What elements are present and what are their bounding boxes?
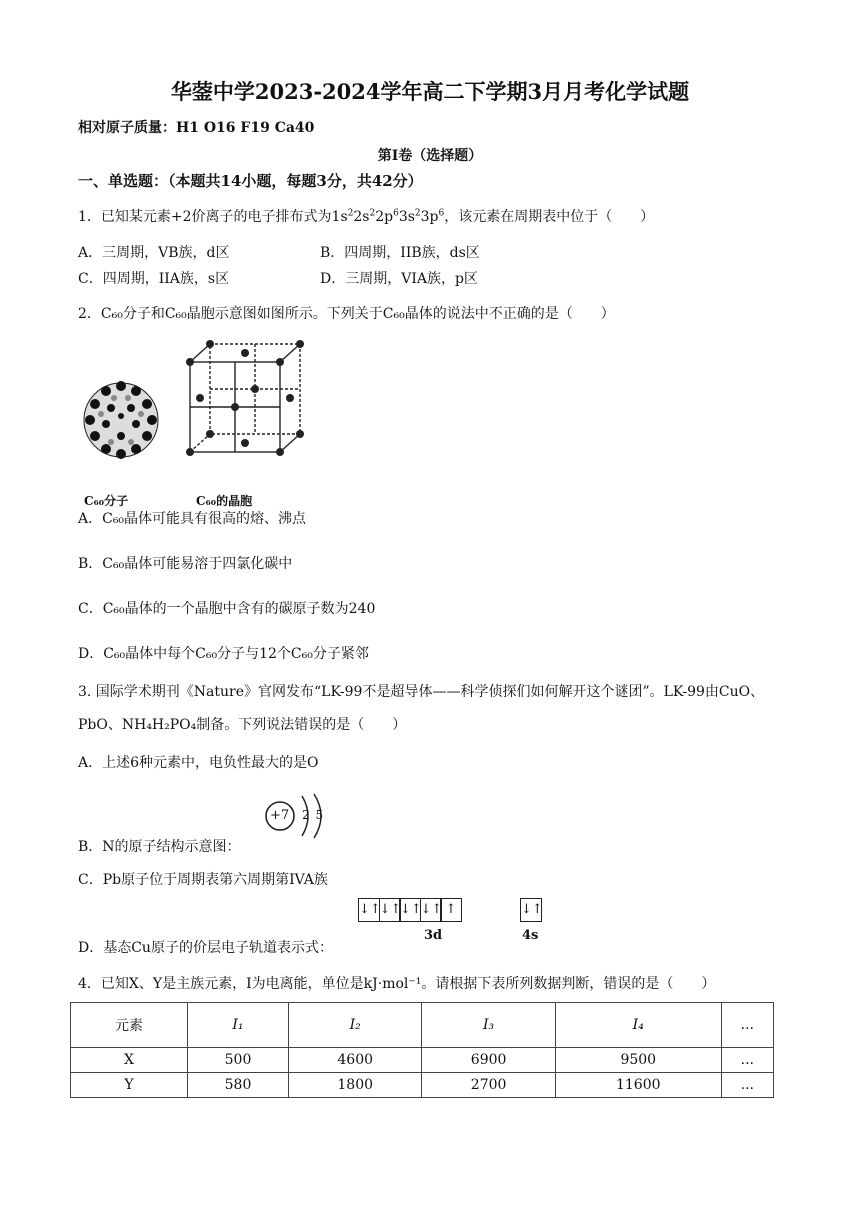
table-cell: 580 [188, 1073, 289, 1098]
q1-option-a[interactable]: A．三周期，VB族，d区 [78, 245, 230, 261]
q3-option-c[interactable]: C．Pb原子位于周期表第六周期第IVA族 [78, 872, 328, 888]
table-cell: 11600 [555, 1073, 721, 1098]
header-cell: I₄ [555, 1003, 721, 1048]
header-cell: I₁ [188, 1003, 289, 1048]
table-header-row [71, 1003, 774, 1048]
q1-stem-b: ，该元素在周期表中位于（ ） [444, 209, 655, 225]
orbital-3d-1: ↓↑ [358, 898, 380, 922]
header-cell: 元素 [71, 1003, 188, 1048]
q1-option-b[interactable]: B．四周期，IIB族，ds区 [320, 245, 480, 261]
q1-stem-a: 1．已知某元素+2价离子的电子排布式为1s [78, 209, 348, 225]
header-cell: I₃ [422, 1003, 555, 1048]
section-heading: 一、单选题：（本题共14小题，每题3分，共42分） [78, 172, 423, 190]
q1-option-d[interactable]: D．三周期，VIA族，p区 [320, 271, 478, 287]
q3-option-b[interactable]: B．N的原子结构示意图： [78, 839, 241, 855]
q2-stem: 2．C₆₀分子和C₆₀晶胞示意图如图所示。下列关于C₆₀晶体的说法中不正确的是（ ） [78, 306, 615, 322]
table-row [71, 1048, 774, 1073]
q3-stem-line1: 3. 国际学术期刊《Nature》官网发布“LK-99不是超导体——科学侦探们如何解开这个谜团”。LK-99由CuO、 [78, 684, 765, 700]
q2-option-a[interactable]: A．C₆₀晶体可能具有很高的熔、沸点 [78, 511, 307, 527]
table-cell: 4600 [288, 1048, 421, 1073]
q2-option-d[interactable]: D．C₆₀晶体中每个C₆₀分子与12个C₆₀分子紧邻 [78, 646, 369, 662]
orbital-4s [520, 898, 541, 922]
orbital-4s-box: ↓↑ [520, 898, 542, 922]
atomic-mass: 相对原子质量：H1 O16 F19 Ca40 [78, 120, 315, 136]
orbital-3d-5: ↑ [440, 898, 462, 922]
q2-option-c[interactable]: C．C₆₀晶体的一个晶胞中含有的碳原子数为240 [78, 601, 376, 617]
electron-shells: 2 5 [302, 808, 325, 822]
header-cell: I₂ [288, 1003, 421, 1048]
q3-stem-line2: PbO、NH₄H₂PO₄制备。下列说法错误的是（ ） [78, 717, 407, 733]
q3-option-a[interactable]: A．上述6种元素中，电负性最大的是O [78, 755, 319, 771]
orbital-3d [358, 898, 461, 922]
part-heading: 第Ⅰ卷（选择题） [377, 148, 483, 164]
table-cell: 2700 [422, 1073, 555, 1098]
table-cell: 9500 [555, 1048, 721, 1073]
ionization-table [70, 1002, 774, 1098]
label-3d: 3d [424, 928, 443, 943]
q4-stem: 4．已知X、Y是主族元素，I为电离能，单位是kJ·mol⁻¹。请根据下表所列数据判断，错误的是（ ） [78, 976, 716, 992]
nucleus-charge: +7 [270, 808, 290, 823]
c60-molecule-icon [84, 381, 158, 459]
table-cell: ... [721, 1048, 773, 1073]
fig-label-cell: C₆₀的晶胞 [196, 494, 253, 508]
table-cell: Y [71, 1073, 188, 1098]
table-cell: X [71, 1048, 188, 1073]
table-cell: 500 [188, 1048, 289, 1073]
table-cell: ... [721, 1073, 773, 1098]
q2-option-b[interactable]: B．C₆₀晶体可能易溶于四氯化碳中 [78, 556, 293, 572]
label-4s: 4s [522, 928, 539, 943]
c60-unit-cell-icon [186, 340, 304, 456]
c60-figure [76, 338, 306, 490]
table-cell: 6900 [422, 1048, 555, 1073]
table-cell: 1800 [288, 1073, 421, 1098]
orbital-3d-4: ↓↑ [420, 898, 442, 922]
table-row [71, 1073, 774, 1098]
q1-stem: 1．已知某元素+2价离子的电子排布式为$1s^22s^22p^63s^23p^6$，该元素在周期表中位于（ ） [78, 208, 655, 225]
orbital-3d-2: ↓↑ [379, 898, 401, 922]
fig-label-molecule: C₆₀分子 [84, 494, 129, 508]
q1-option-c[interactable]: C．四周期，IIA族，s区 [78, 271, 230, 287]
header-cell: ... [721, 1003, 773, 1048]
orbital-3d-3: ↓↑ [399, 898, 421, 922]
q3-option-d[interactable]: D．基态Cu原子的价层电子轨道表示式： [78, 940, 333, 956]
page-title: 华蓥中学2023-2024学年高二下学期3月月考化学试题 [170, 79, 690, 104]
